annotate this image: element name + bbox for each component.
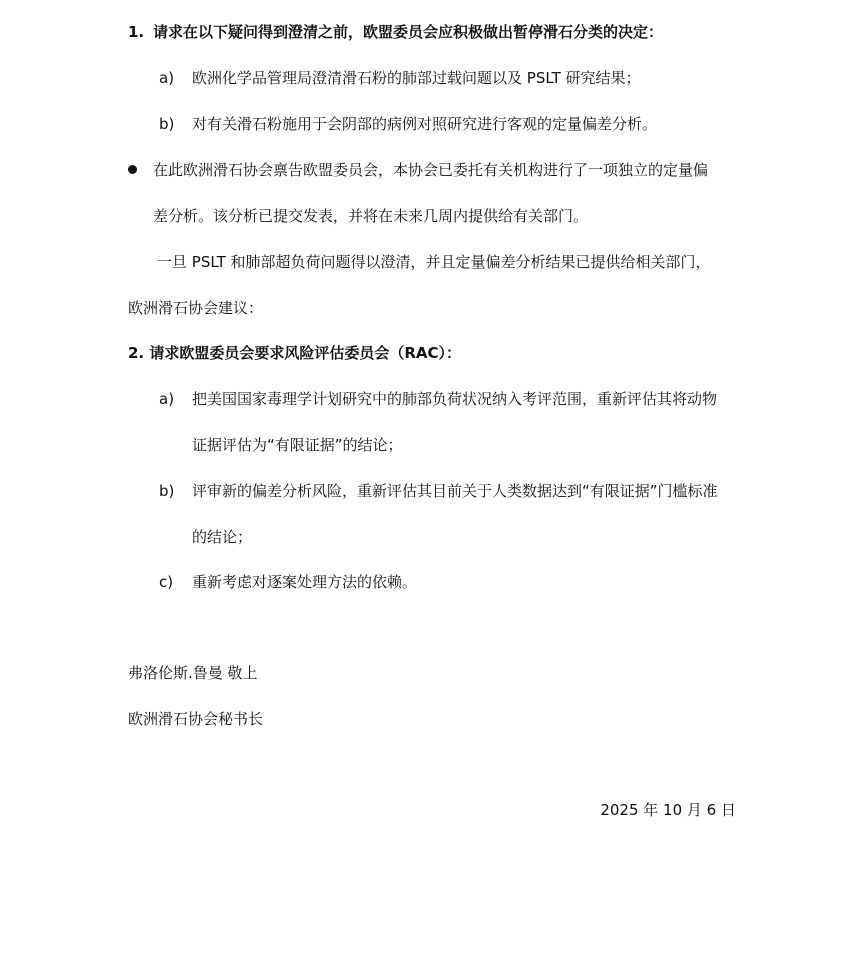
section2-item-b-line-2: 的结论； — [192, 528, 253, 546]
signature-title: 欧洲滑石协会秘书长 — [128, 710, 264, 728]
section1-heading: 请求在以下疑问得到澄清之前，欧盟委员会应积极做出暂停滑石分类的决定： — [153, 23, 664, 41]
paragraph-line-2: 欧洲滑石协会建议： — [128, 299, 264, 317]
section2-item-b-marker: b) — [159, 482, 175, 500]
section2-item-b-line-1: 评审新的偏差分析风险，重新评估其目前关于人类数据达到“有限证据”门槛标准 — [192, 482, 718, 500]
section2-item-a-marker: a) — [159, 390, 175, 408]
document-date: 2025 年 10 月 6 日 — [600, 801, 736, 819]
section2-item-a-line-2: 证据评估为“有限证据”的结论； — [192, 436, 403, 454]
section2-item-c-marker: c) — [159, 573, 174, 591]
signature-name: 弗洛伦斯.鲁曼 敬上 — [128, 664, 258, 682]
section2-item-c-line-1: 重新考虑对逐案处理方法的依赖。 — [192, 573, 418, 591]
section1-number: 1. — [128, 23, 145, 41]
bullet-line-1: 在此欧洲滑石协会禀告欧盟委员会，本协会已委托有关机构进行了一项独立的定量偏 — [153, 161, 709, 179]
section2-item-a-line-1: 把美国国家毒理学计划研究中的肺部负荷状况纳入考评范围，重新评估其将动物 — [192, 390, 718, 408]
section2-heading: 2. 请求欧盟委员会要求风险评估委员会（RAC）： — [128, 344, 462, 362]
section1-item-a-marker: a) — [159, 69, 175, 87]
bullet-icon — [128, 165, 137, 174]
section1-item-b-marker: b) — [159, 115, 175, 133]
section1-item-b-text: 对有关滑石粉施用于会阴部的病例对照研究进行客观的定量偏差分析。 — [192, 115, 658, 133]
paragraph-line-1: 一旦 PSLT 和肺部超负荷问题得以澄清，并且定量偏差分析结果已提供给相关部门， — [157, 253, 711, 271]
section1-item-a-text: 欧洲化学品管理局澄清滑石粉的肺部过载问题以及 PSLT 研究结果； — [192, 69, 641, 87]
bullet-line-2: 差分析。该分析已提交发表，并将在未来几周内提供给有关部门。 — [153, 207, 589, 225]
